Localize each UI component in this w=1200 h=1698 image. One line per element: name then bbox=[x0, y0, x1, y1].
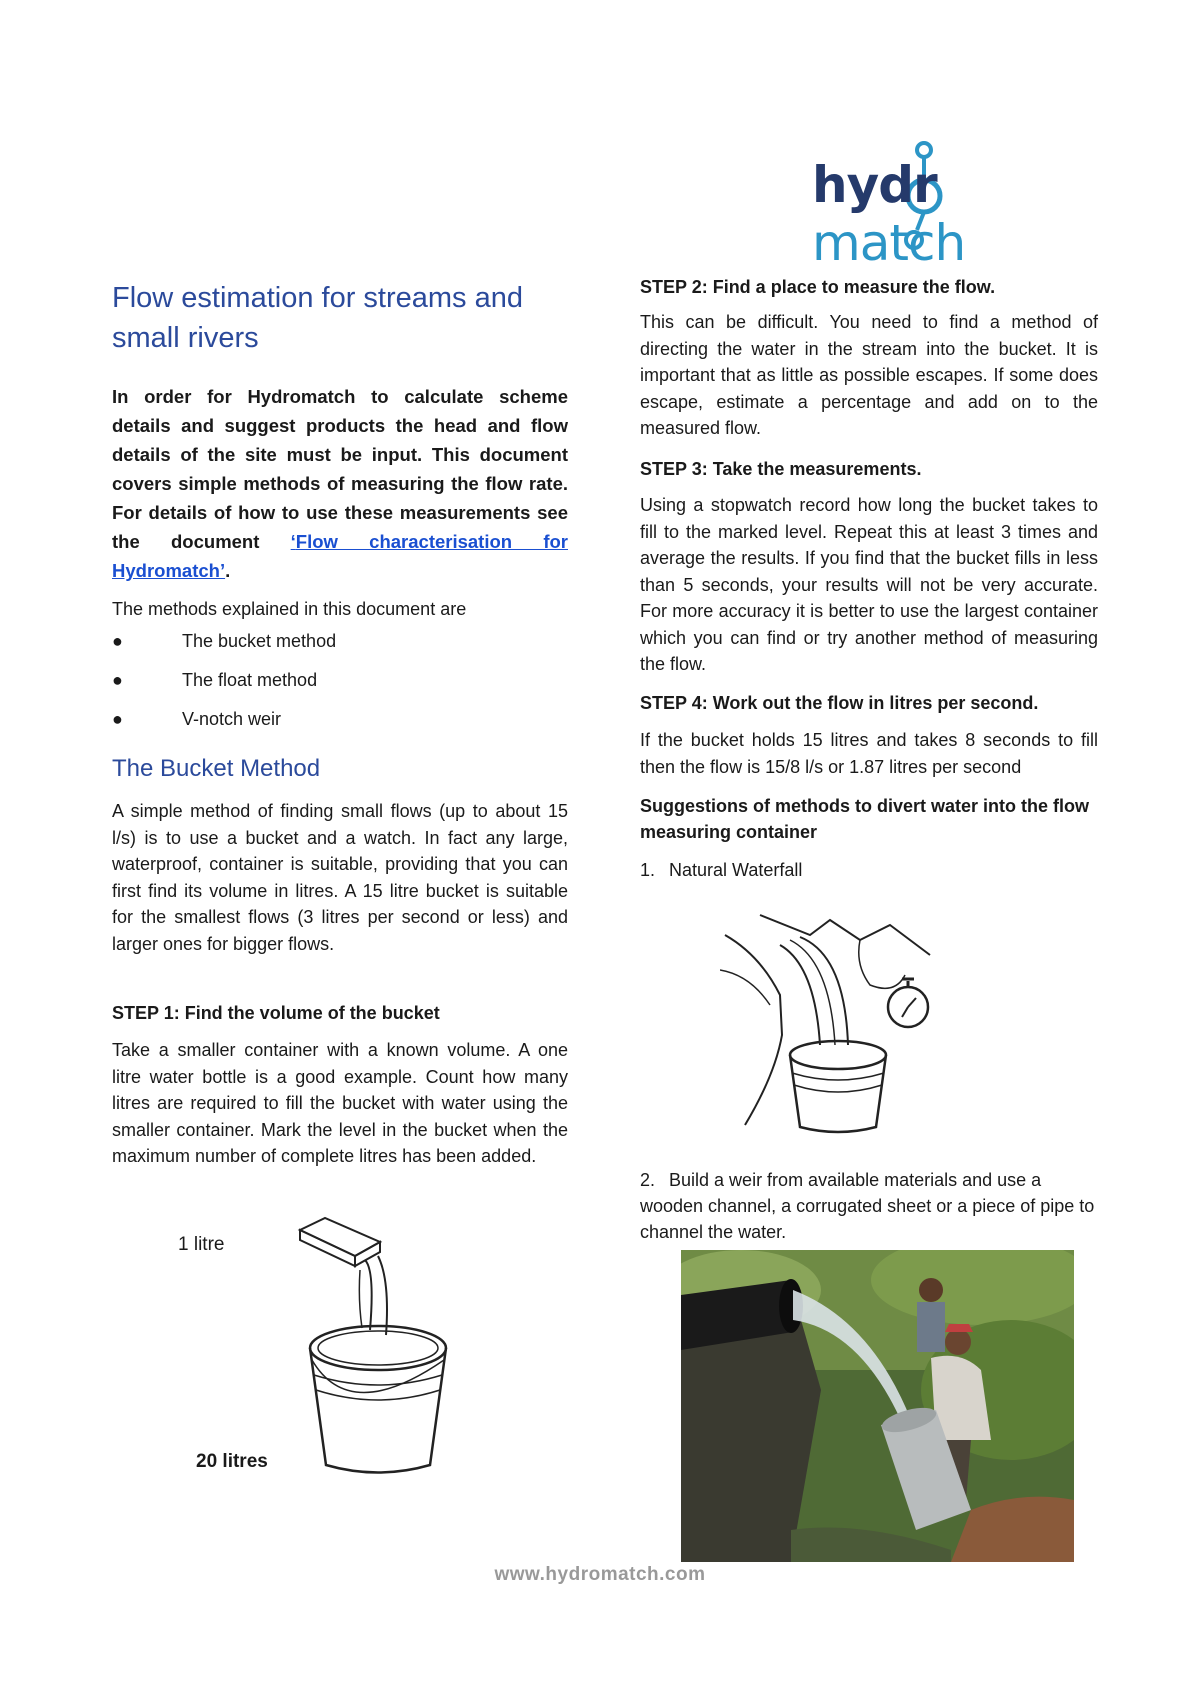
methods-intro: The methods explained in this document are bbox=[112, 599, 467, 619]
bucket-paragraph: A simple method of finding small flows (up to about 15 l/s) is to use a bucket and a watch. In fact any large, waterproof, container is suitable, providing that you can first find its volume in litres. A 15 litre bucket is suitable for the smallest flows (3 litres per second or less) and larger ones for bigger flows. bbox=[112, 801, 568, 954]
intro-paragraph: In order for Hydromatch to calculate scheme details and suggest products the head and flow details of the site must be input. This document covers simple methods of measuring the flow rate. For details of how to use these measurements see the document ‘Flow characterisation for Hydromatch’. bbox=[112, 386, 568, 581]
bullet-icon: ● bbox=[112, 670, 123, 690]
list-item-2: 2. Build a weir from available materials and use a wooden channel, a corrugated sheet or a piece of pipe to channel the water. bbox=[640, 1170, 1095, 1242]
logo-wordmark: hydrmatch bbox=[812, 156, 966, 272]
suggestions-title: Suggestions of methods to divert water into the flow measuring container bbox=[640, 796, 1090, 842]
methods-list bbox=[112, 628, 568, 745]
hydromatch-logo bbox=[812, 138, 1092, 272]
step4-title: STEP 4: Work out the flow in litres per second. bbox=[640, 693, 1039, 713]
photo-scene bbox=[681, 1250, 1074, 1562]
list-item-1: 1. Natural Waterfall bbox=[640, 860, 803, 880]
step3-paragraph: Using a stopwatch record how long the bucket takes to fill to the marked level. Repeat this at least 3 times and average the results. If you find that the bucket fills in less than 5 seconds, your results will not be very accurate. For more accuracy it is better to use the largest container which you can find or try another method of measuring the flow. bbox=[640, 495, 1098, 674]
step2-paragraph: This can be difficult. You need to find a method of directing the water in the stream into the bucket. It is important that as little as possible escapes. If some does escape, estimate a percentage and add on to the measured flow. bbox=[640, 312, 1098, 438]
step1-title: STEP 1: Find the volume of the bucket bbox=[112, 1003, 440, 1023]
list-item: ● The float method bbox=[112, 667, 568, 706]
list-item: ● V-notch weir bbox=[112, 706, 568, 745]
bullet-icon: ● bbox=[112, 631, 123, 651]
footer-url: www.hydromatch.com bbox=[494, 1564, 706, 1585]
flow-characterisation-link[interactable]: ‘Flow characterisation for Hydromatch’ bbox=[112, 531, 568, 581]
bucket-method-heading: The Bucket Method bbox=[112, 755, 321, 782]
bullet-icon: ● bbox=[112, 709, 123, 729]
list-item: ● The bucket method bbox=[112, 628, 568, 667]
step2-title: STEP 2: Find a place to measure the flow. bbox=[640, 277, 996, 297]
step3-title: STEP 3: Take the measurements. bbox=[640, 459, 922, 479]
bucket-pouring-illustration bbox=[290, 1210, 480, 1490]
figure-label-1-litre: 1 litre bbox=[178, 1234, 225, 1255]
page-title: Flow estimation for streams and small rivers bbox=[112, 282, 523, 354]
waterfall-illustration bbox=[720, 895, 960, 1135]
step1-paragraph: Take a smaller container with a known volume. A one litre water bottle is a good example. Count how many litres are required to fill the bucket with water using the smaller container. Mark the level in the bucket when the maximum number of complete litres has been added. bbox=[112, 1040, 568, 1166]
step4-paragraph: If the bucket holds 15 litres and takes 8 seconds to fill then the flow is 15/8 l/s or 1.87 litres per second bbox=[640, 730, 1098, 777]
figure-label-20-litres: 20 litres bbox=[196, 1451, 268, 1472]
weir-pipe-photo bbox=[681, 1250, 1074, 1562]
